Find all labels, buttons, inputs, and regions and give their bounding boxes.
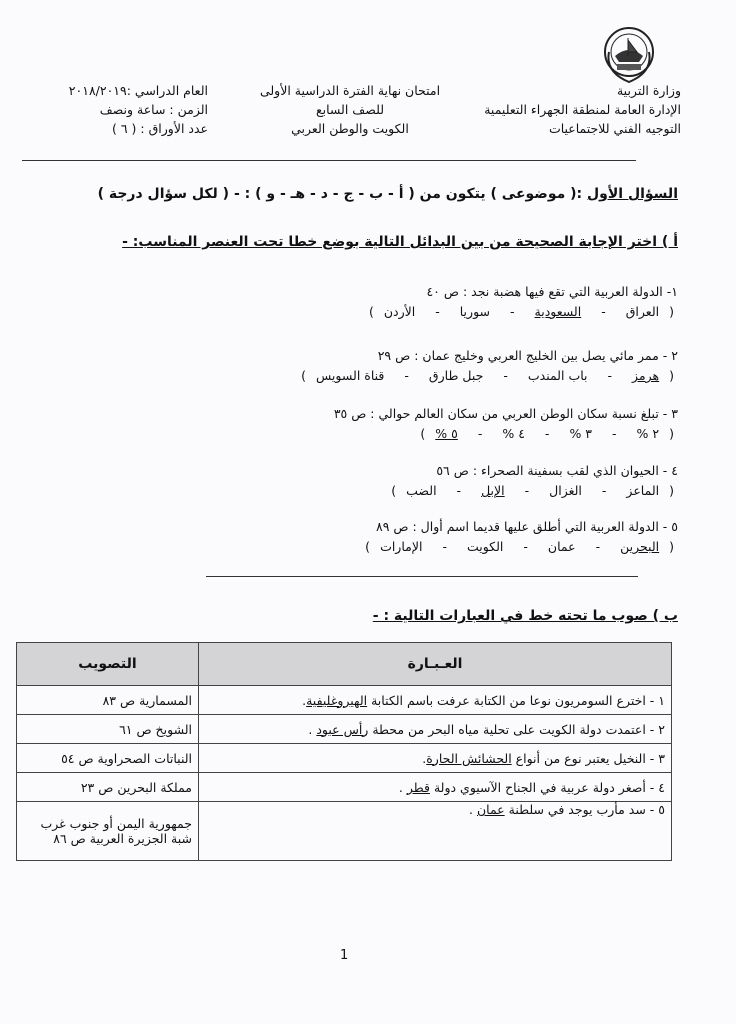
mcq-option: الغزال [549,483,582,498]
option-separator: - [503,368,508,383]
mcq-option: الكويت [466,539,504,554]
option-separator: - [595,539,601,554]
mcq-options [208,366,678,386]
question-1-title [98,186,678,202]
paren-open: ( [669,368,674,383]
option-separator: - [510,304,515,319]
mcq-question: ١- الدولة العربية التي تقع فيها هضبة نجد : ص ٤٠ [426,284,678,299]
mcq-option: الماعز [626,483,660,498]
table-row [17,744,672,773]
mcq-item [208,282,678,322]
statement-underlined: رأس عبود [316,721,369,737]
header-left-line-3: عدد الأوراق : ( ٦ ) [112,121,208,136]
correction-column-header: التصويب [17,643,199,686]
correction-cell: النباتات الصحراوية ص ٥٤ [17,744,199,773]
paren-open: ( [669,304,674,319]
mcq-option-answer: ٥ % [435,426,458,441]
mcq-options [208,302,678,322]
header-center-line-1: امتحان نهاية الفترة الدراسية الأولى [259,83,441,98]
statement-underlined: الحشائش الحارة [426,750,512,766]
mcq-option: جبل طارق [428,368,484,383]
correction-cell: المسمارية ص ٨٣ [17,686,199,715]
mcq-item [208,346,678,386]
mcq-item [208,517,678,557]
option-separator: - [404,368,409,383]
table-row [17,686,672,715]
statement-underlined: الهيروغليفية [306,692,368,708]
table-row [17,715,672,744]
statement-end: . [398,779,407,795]
option-separator: - [435,304,440,319]
statement-column-header: العـبـارة [199,643,672,686]
header-info [18,82,208,139]
paren-open: ( [669,483,674,498]
header-exam [245,82,455,139]
option-separator: - [544,426,550,441]
mcq-options [208,481,678,501]
header-center-line-3: الكويت والوطن العربي [291,121,409,136]
mcq-options [208,424,678,444]
option-separator: - [607,368,613,383]
option-separator: - [601,483,607,498]
paren-close: ) [301,368,306,383]
mcq-option: ٤ % [502,426,525,441]
table-header-row [17,643,672,686]
paren-close: ) [391,483,397,498]
header-ministry [484,82,681,139]
statement-text: ٤ - أصغر دولة عربية في الجناح الآسيوي دولة [429,779,665,795]
mcq-option: العراق [625,304,660,319]
mcq-option: ٢ % [636,426,660,441]
mcq-option: قناة السويس [316,368,385,383]
header-right-line-2: الإدارة العامة لمنطقة الجهراء التعليمية [484,102,681,117]
header-right-line-1: وزارة التربية [616,83,681,98]
section-a-title: أ ) اختر الإجابة الصحيحة من بين البدائل التالية بوضع خطا تحت العنصر المناسب: - [122,234,678,250]
statement-end: . [422,750,427,766]
statement-cell [199,744,672,773]
header-left-line-2: الزمن : ساعة ونصف [99,102,208,117]
statement-end: . [302,692,307,708]
mcq-question: ٣ - تبلغ نسبة سكان الوطن العربي من سكان العالم حوالي : ص ٣٥ [333,406,678,421]
statement-text: ١ - اخترع السومريون نوعا من الكتابة عرفت باسم الكتابة [367,692,665,708]
mcq-option-answer: هرمز [632,368,660,383]
mcq-option: الأردن [383,304,416,319]
question-1-title-rest: :( موضوعى ) يتكون من ( أ - ب - ج - د - هـ - و ) : - ( لكل سؤال درجة ) [97,186,588,202]
statement-underlined: قطر [406,779,430,795]
header-right-line-3: التوجيه الفني للاجتماعيات [548,121,681,136]
statement-cell [199,715,672,744]
header-left-line-1: العام الدراسي :٢٠١٨/٢٠١٩ [68,83,208,98]
statement-text: ٥ - سد مأرب يوجد في سلطنة [504,802,665,817]
table-row [17,802,672,861]
option-separator: - [456,483,462,498]
correction-cell: الشويخ ص ٦١ [17,715,199,744]
statement-underlined: عمان [476,802,505,817]
mcq-item [208,461,678,501]
mcq-option-answer: الإبل [481,483,505,498]
mcq-option: باب المندب [527,368,588,383]
header-center-line-2: للصف السابع [315,102,385,117]
statement-end: . [308,721,317,737]
option-separator: - [442,539,447,554]
section-b-title: ب ) صوب ما تحته خط في العبارات التالية : - [372,608,678,624]
mcq-option: الإمارات [380,539,423,554]
section-divider [206,576,638,577]
mcq-option: ٣ % [569,426,593,441]
mcq-question: ٥ - الدولة العربية التي أطلق عليها قديما اسم أوال : ص ٨٩ [376,519,678,534]
option-separator: - [601,304,606,319]
mcq-options [208,537,678,557]
paren-close: ) [420,426,426,441]
mcq-option: سوريا [459,304,491,319]
statement-text: ٢ - اعتمدت دولة الكويت على تحلية مياه البحر من محطة [368,721,665,737]
question-1-prefix: السؤال الأول [587,186,678,202]
table-row [17,773,672,802]
mcq-question: ٢ - ممر مائي يصل بين الخليج العربي وخليج عمان : ص ٢٩ [377,348,678,363]
mcq-option-answer: السعودية [534,304,582,319]
correction-cell: مملكة البحرين ص ٢٣ [17,773,199,802]
option-separator: - [612,426,617,441]
paren-close: ) [368,304,374,319]
option-separator: - [524,483,530,498]
paren-open: ( [669,539,674,554]
header-divider [22,160,636,161]
statement-text: ٣ - النخيل يعتبر نوع من أنواع [511,750,665,766]
paren-close: ) [365,539,371,554]
option-separator: - [477,426,483,441]
statement-cell [199,686,672,715]
kuwait-emblem-icon [601,22,657,86]
statement-cell [199,773,672,802]
correction-cell: جمهورية اليمن أو جنوب غرب شبة الجزيرة العربية ص ٨٦ [17,802,199,861]
correction-table [16,642,672,861]
mcq-item [208,404,678,444]
page-number: 1 [340,948,349,963]
mcq-option: عمان [547,539,576,554]
statement-end: . [469,802,477,817]
mcq-option: الضب [406,483,437,498]
mcq-option-answer: البحرين [620,539,660,554]
paren-open: ( [669,426,674,441]
statement-cell [199,802,672,861]
mcq-question: ٤ - الحيوان الذي لقب بسفينة الصحراء : ص ٥٦ [436,463,678,478]
option-separator: - [523,539,528,554]
